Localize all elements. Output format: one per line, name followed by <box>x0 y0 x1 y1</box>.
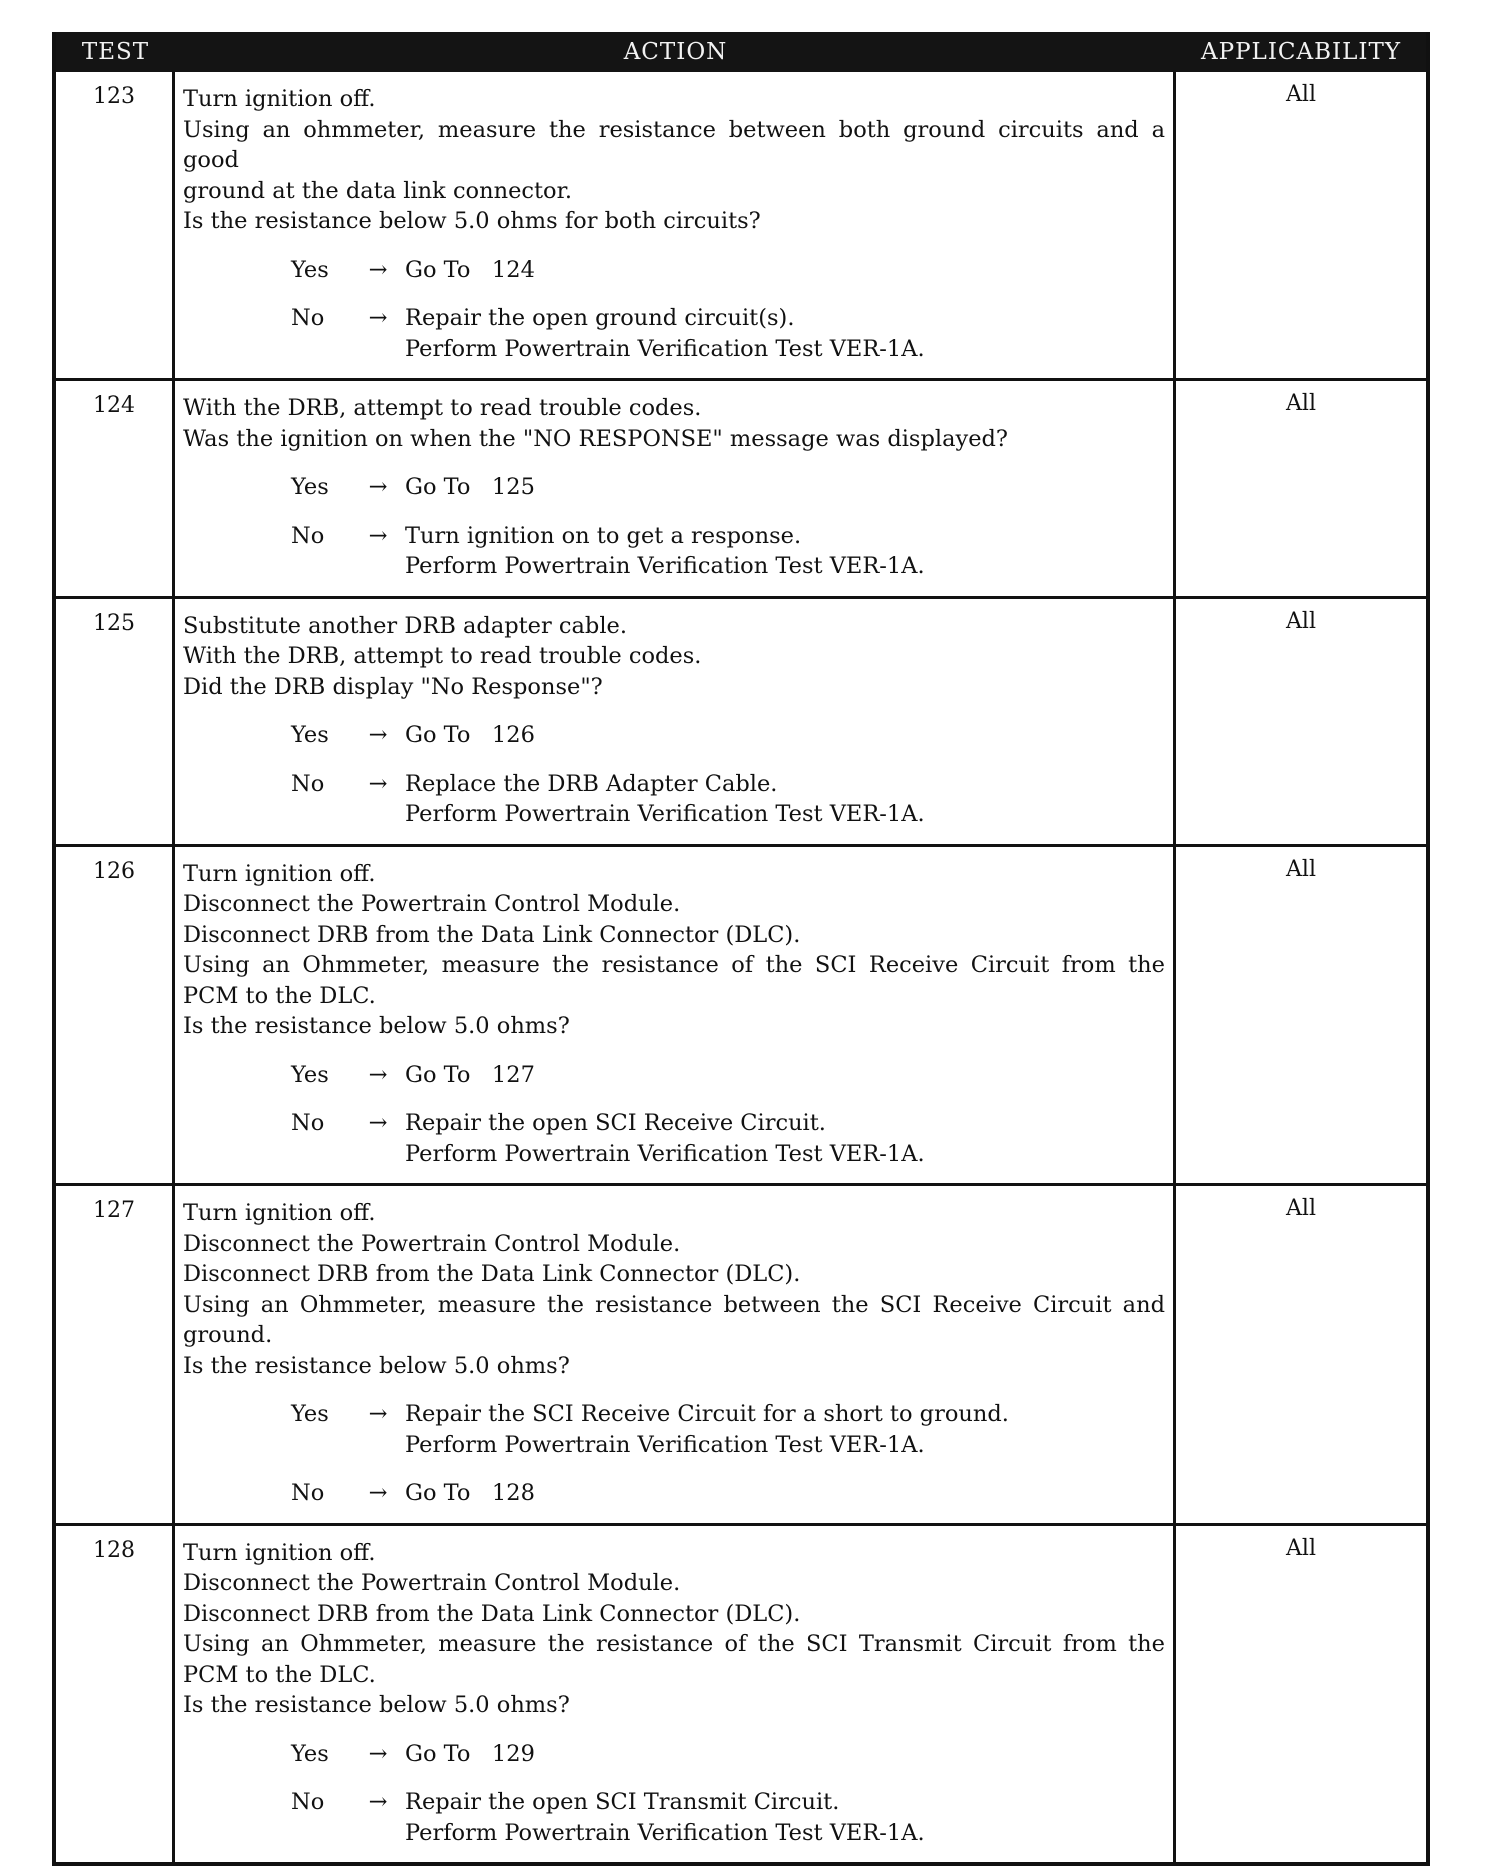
yes-label: Yes <box>291 722 329 748</box>
action-step: With the DRB, attempt to read trouble codes. <box>183 395 702 421</box>
yes-outcome <box>183 1399 1165 1460</box>
no-result <box>405 303 1165 364</box>
action-cell <box>175 599 1176 844</box>
yes-outcome <box>183 472 1165 503</box>
arrow-icon: → <box>368 1789 388 1815</box>
action-step: Is the resistance below 5.0 ohms? <box>183 1692 570 1718</box>
no-outcome <box>183 1108 1165 1169</box>
action-step: Disconnect DRB from the Data Link Connector (DLC). <box>183 921 801 948</box>
action-cell <box>175 1526 1176 1863</box>
yes-outcome <box>183 1060 1165 1091</box>
action-step: Substitute another DRB adapter cable. <box>183 612 627 639</box>
result-line: Turn ignition on to get a response. <box>405 522 802 549</box>
outcome-options <box>183 1399 1165 1509</box>
table-row <box>56 844 1426 1184</box>
arrow-icon: → <box>368 1740 388 1767</box>
result-line: Go To 126 <box>405 722 535 748</box>
arrow-icon: → <box>368 1401 388 1427</box>
outcome-options <box>183 1060 1165 1170</box>
action-step: PCM to the DLC. <box>183 982 376 1009</box>
result-line: Perform Powertrain Verification Test VER-1A. <box>405 335 925 362</box>
no-label: No <box>291 305 325 331</box>
yes-label: Yes <box>291 1401 329 1427</box>
action-step: Using an ohmmeter, measure the resistance between both ground circuits and a good <box>183 116 1165 173</box>
action-step: With the DRB, attempt to read trouble codes. <box>183 643 702 669</box>
arrow-icon: → <box>368 256 388 283</box>
applicability-value: All <box>1286 391 1316 416</box>
yes-label: Yes <box>291 256 329 283</box>
test-number: 124 <box>56 381 175 596</box>
no-result <box>405 1108 1165 1169</box>
no-result <box>405 1478 1165 1509</box>
result-line: Perform Powertrain Verification Test VER-1A. <box>405 801 925 827</box>
action-step: PCM to the DLC. <box>183 1661 376 1688</box>
arrow-icon: → <box>368 770 388 797</box>
action-step: Did the DRB display "No Response"? <box>183 673 603 700</box>
header-applicability: APPLICABILITY <box>1201 39 1401 65</box>
yes-result <box>405 1399 1165 1460</box>
result-line: Repair the open SCI Transmit Circuit. <box>405 1789 840 1815</box>
arrow-icon: → <box>368 522 388 549</box>
test-number: 125 <box>56 599 175 844</box>
outcome-options <box>183 1739 1165 1849</box>
test-number: 123 <box>56 72 175 378</box>
no-outcome <box>183 1478 1165 1509</box>
action-step: Is the resistance below 5.0 ohms? <box>183 1352 570 1379</box>
no-outcome <box>183 303 1165 364</box>
yes-result <box>405 720 1165 751</box>
result-line: Repair the open ground circuit(s). <box>405 305 795 331</box>
test-number: 128 <box>56 1526 175 1863</box>
no-result <box>405 1787 1165 1848</box>
result-line: Repair the SCI Receive Circuit for a short to ground. <box>405 1401 1009 1427</box>
action-step: ground. <box>183 1322 273 1348</box>
table-row <box>56 378 1426 596</box>
action-step: Turn ignition off. <box>183 1539 376 1566</box>
action-step: Is the resistance below 5.0 ohms? <box>183 1013 570 1039</box>
no-outcome <box>183 769 1165 830</box>
action-cell <box>175 381 1176 596</box>
header-test: TEST <box>81 39 150 65</box>
applicability-value: All <box>1286 1535 1316 1561</box>
result-line: Perform Powertrain Verification Test VER-1A. <box>405 1819 925 1846</box>
no-label: No <box>291 522 325 549</box>
no-outcome <box>183 521 1165 582</box>
yes-outcome <box>183 720 1165 751</box>
no-label: No <box>291 770 325 797</box>
applicability-value: All <box>1286 1196 1316 1221</box>
arrow-icon: → <box>368 1480 388 1506</box>
action-step: Disconnect DRB from the Data Link Connector (DLC). <box>183 1600 801 1627</box>
arrow-icon: → <box>368 305 388 331</box>
result-line: Go To 129 <box>405 1740 535 1767</box>
yes-result <box>405 255 1165 286</box>
result-line: Replace the DRB Adapter Cable. <box>405 770 778 797</box>
action-step: Turn ignition off. <box>183 86 376 112</box>
no-result <box>405 521 1165 582</box>
applicability-value: All <box>1286 82 1316 107</box>
yes-result <box>405 1739 1165 1770</box>
arrow-icon: → <box>368 474 388 500</box>
yes-outcome <box>183 255 1165 286</box>
applicability-value: All <box>1286 608 1316 634</box>
action-step: ground at the data link connector. <box>183 177 573 204</box>
table-body <box>56 72 1426 1862</box>
result-line: Go To 127 <box>405 1061 535 1088</box>
action-cell <box>175 847 1176 1184</box>
result-line: Go To 124 <box>405 256 535 283</box>
action-step: Disconnect the Powertrain Control Module. <box>183 891 681 917</box>
table-row <box>56 1523 1426 1863</box>
diagnostic-test-table <box>52 32 1430 1866</box>
arrow-icon: → <box>368 1061 388 1088</box>
outcome-options <box>183 472 1165 582</box>
header-action: ACTION <box>623 39 728 65</box>
table-header <box>56 32 1426 72</box>
no-result <box>405 769 1165 830</box>
yes-outcome <box>183 1739 1165 1770</box>
action-step: Using an Ohmmeter, measure the resistance between the SCI Receive Circuit and <box>183 1291 1165 1318</box>
yes-label: Yes <box>291 1061 329 1088</box>
result-line: Perform Powertrain Verification Test VER-1A. <box>405 1140 925 1167</box>
action-cell <box>175 72 1176 378</box>
arrow-icon: → <box>368 722 388 748</box>
yes-result <box>405 1060 1165 1091</box>
action-step: Disconnect the Powertrain Control Module. <box>183 1570 681 1596</box>
result-line: Go To 125 <box>405 474 535 500</box>
arrow-icon: → <box>368 1110 388 1136</box>
applicability-value: All <box>1286 856 1316 882</box>
result-line: Perform Powertrain Verification Test VER-1A. <box>405 553 925 579</box>
no-label: No <box>291 1480 325 1506</box>
yes-result <box>405 472 1165 503</box>
table-row <box>56 1183 1426 1523</box>
yes-label: Yes <box>291 1740 329 1767</box>
no-label: No <box>291 1110 325 1136</box>
action-step: Disconnect DRB from the Data Link Connector (DLC). <box>183 1261 801 1287</box>
no-label: No <box>291 1789 325 1815</box>
action-step: Using an Ohmmeter, measure the resistance of the SCI Receive Circuit from the <box>183 952 1165 978</box>
outcome-options <box>183 255 1165 365</box>
action-cell <box>175 1186 1176 1523</box>
action-step: Turn ignition off. <box>183 860 376 887</box>
table-row <box>56 72 1426 378</box>
action-step: Was the ignition on when the "NO RESPONSE" message was displayed? <box>183 425 1008 452</box>
table-row <box>56 596 1426 844</box>
result-line: Perform Powertrain Verification Test VER-1A. <box>405 1431 925 1458</box>
action-step: Turn ignition off. <box>183 1200 376 1226</box>
action-step: Disconnect the Powertrain Control Module. <box>183 1230 681 1257</box>
result-line: Go To 128 <box>405 1480 535 1506</box>
action-step: Using an Ohmmeter, measure the resistance of the SCI Transmit Circuit from the <box>183 1631 1165 1657</box>
no-outcome <box>183 1787 1165 1848</box>
test-number: 127 <box>56 1186 175 1523</box>
yes-label: Yes <box>291 474 329 500</box>
outcome-options <box>183 720 1165 830</box>
result-line: Repair the open SCI Receive Circuit. <box>405 1110 826 1136</box>
test-number: 126 <box>56 847 175 1184</box>
action-step: Is the resistance below 5.0 ohms for both circuits? <box>183 208 761 234</box>
